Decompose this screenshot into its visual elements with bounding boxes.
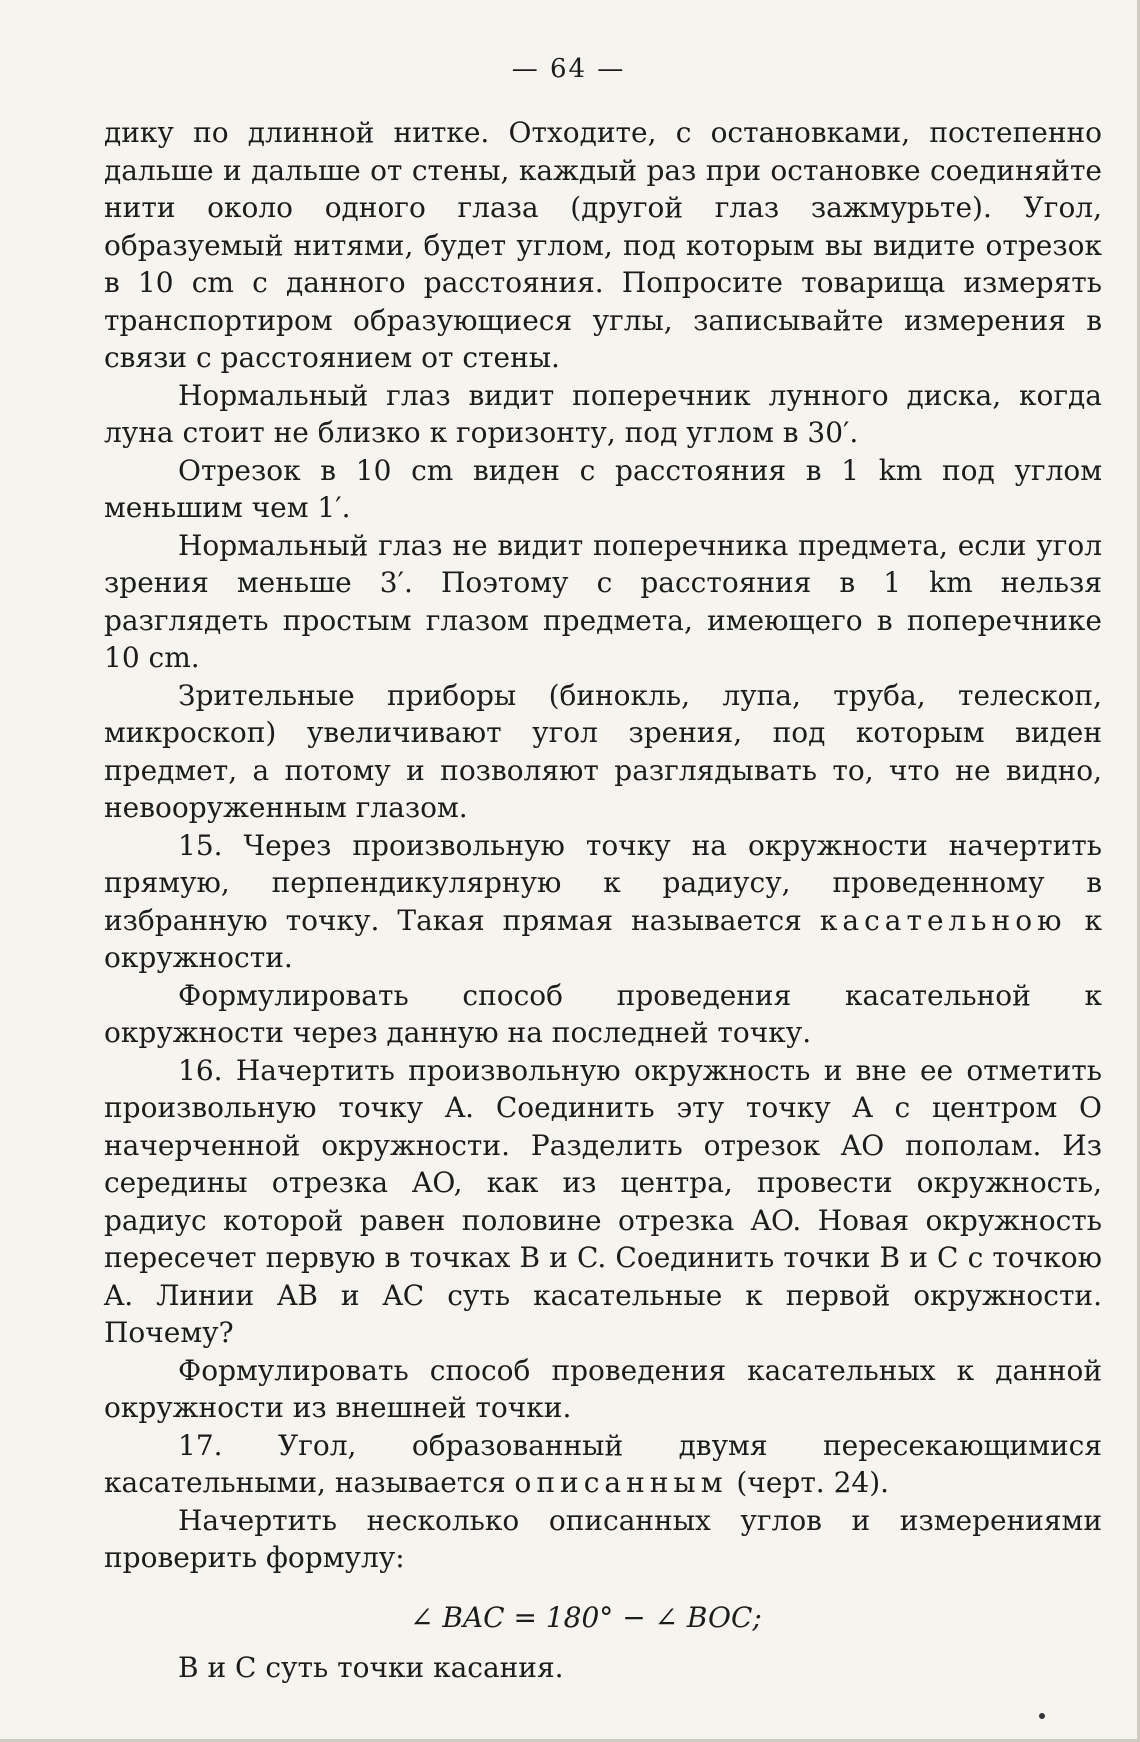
term-tangent: касательною — [819, 903, 1067, 937]
angle-formula: ∠ BAC = 180° − ∠ BOC; — [410, 1600, 762, 1634]
paragraph-9: Формулировать способ проведения касательных к данной окружности из внешней точки. — [104, 1353, 1102, 1424]
paragraph-11: Начертить несколько описанных углов и измерениями проверить формулу: — [104, 1503, 1102, 1574]
paragraph-15-text: 15. Через произвольную точку на окружности начертить прямую, перпендикулярную к радиусу, проведенному в избранную точку. Такая прямая называется — [104, 828, 1102, 937]
paragraph-2: Нормальный глаз видит поперечник лунного диска, когда луна стоит не близко к горизонту, под углом в 30′. — [104, 378, 1102, 449]
paragraph-3: Отрезок в 10 cm виден с расстояния в 1 km под углом меньшим чем 1′. — [104, 453, 1102, 524]
page-text — [104, 114, 1102, 1686]
paragraph-4: Нормальный глаз не видит поперечника предмета, если угол зрения меньше 3′. Поэтому с расстояния в 1 km нельзя разглядеть простым глазом предмета, имеющего в поперечнике 10 cm. — [104, 528, 1102, 674]
paragraph-17-text: 17. Угол, образованный двумя пересекающимися касательными, называется — [104, 1428, 1102, 1499]
paragraph-16: 16. Начертить произвольную окружность и вне ее отметить произвольную точку A. Соединить эту точку A с центром O начерченной окружности. Разделить отрезок AO пополам. Из середины отрезка AO, как из центра, провести окружность, радиус которой равен половине отрезка AO. Новая окружность пересечет первую в точках B и C. Соединить точки B и C с точкою A. Линии AB и AC суть касательные к первой окружности. Почему? — [104, 1053, 1102, 1349]
formula-line — [104, 1577, 1102, 1649]
paragraph-17-end: (черт. 24). — [727, 1466, 890, 1499]
print-speck — [1039, 1713, 1045, 1719]
term-circumscribed: описанным — [514, 1466, 728, 1499]
paragraph-15 — [104, 827, 1102, 977]
paragraph-7: Формулировать способ проведения касательной к окружности через данную на последней точку. — [104, 978, 1102, 1049]
paragraph-1: дику по длинной нитке. Отходите, с остановками, постепенно дальше и дальше от стены, каждый раз при остановке соединяйте нити около одного глаза (другой глаз зажмурьте). Угол, образуемый нитями, будет углом, под которым вы видите отрезок в 10 cm с данного расстояния. Попросите товарища измерять транспортиром образующиеся углы, записывайте измерения в связи с расстоянием от стены. — [104, 116, 1102, 374]
page-number: — 64 — — [511, 54, 626, 84]
paragraph-17 — [104, 1427, 1102, 1502]
paragraph-12: B и C суть точки касания. — [178, 1650, 564, 1684]
paragraph-5: Зрительные приборы (бинокль, лупа, труба, телескоп, микроскоп) увеличивают угол зрения, под которым виден предмет, а потому и позволяют разглядывать то, что не видно, невооруженным глазом. — [104, 678, 1102, 824]
paragraph-15-end: к окружности. — [104, 903, 1102, 974]
